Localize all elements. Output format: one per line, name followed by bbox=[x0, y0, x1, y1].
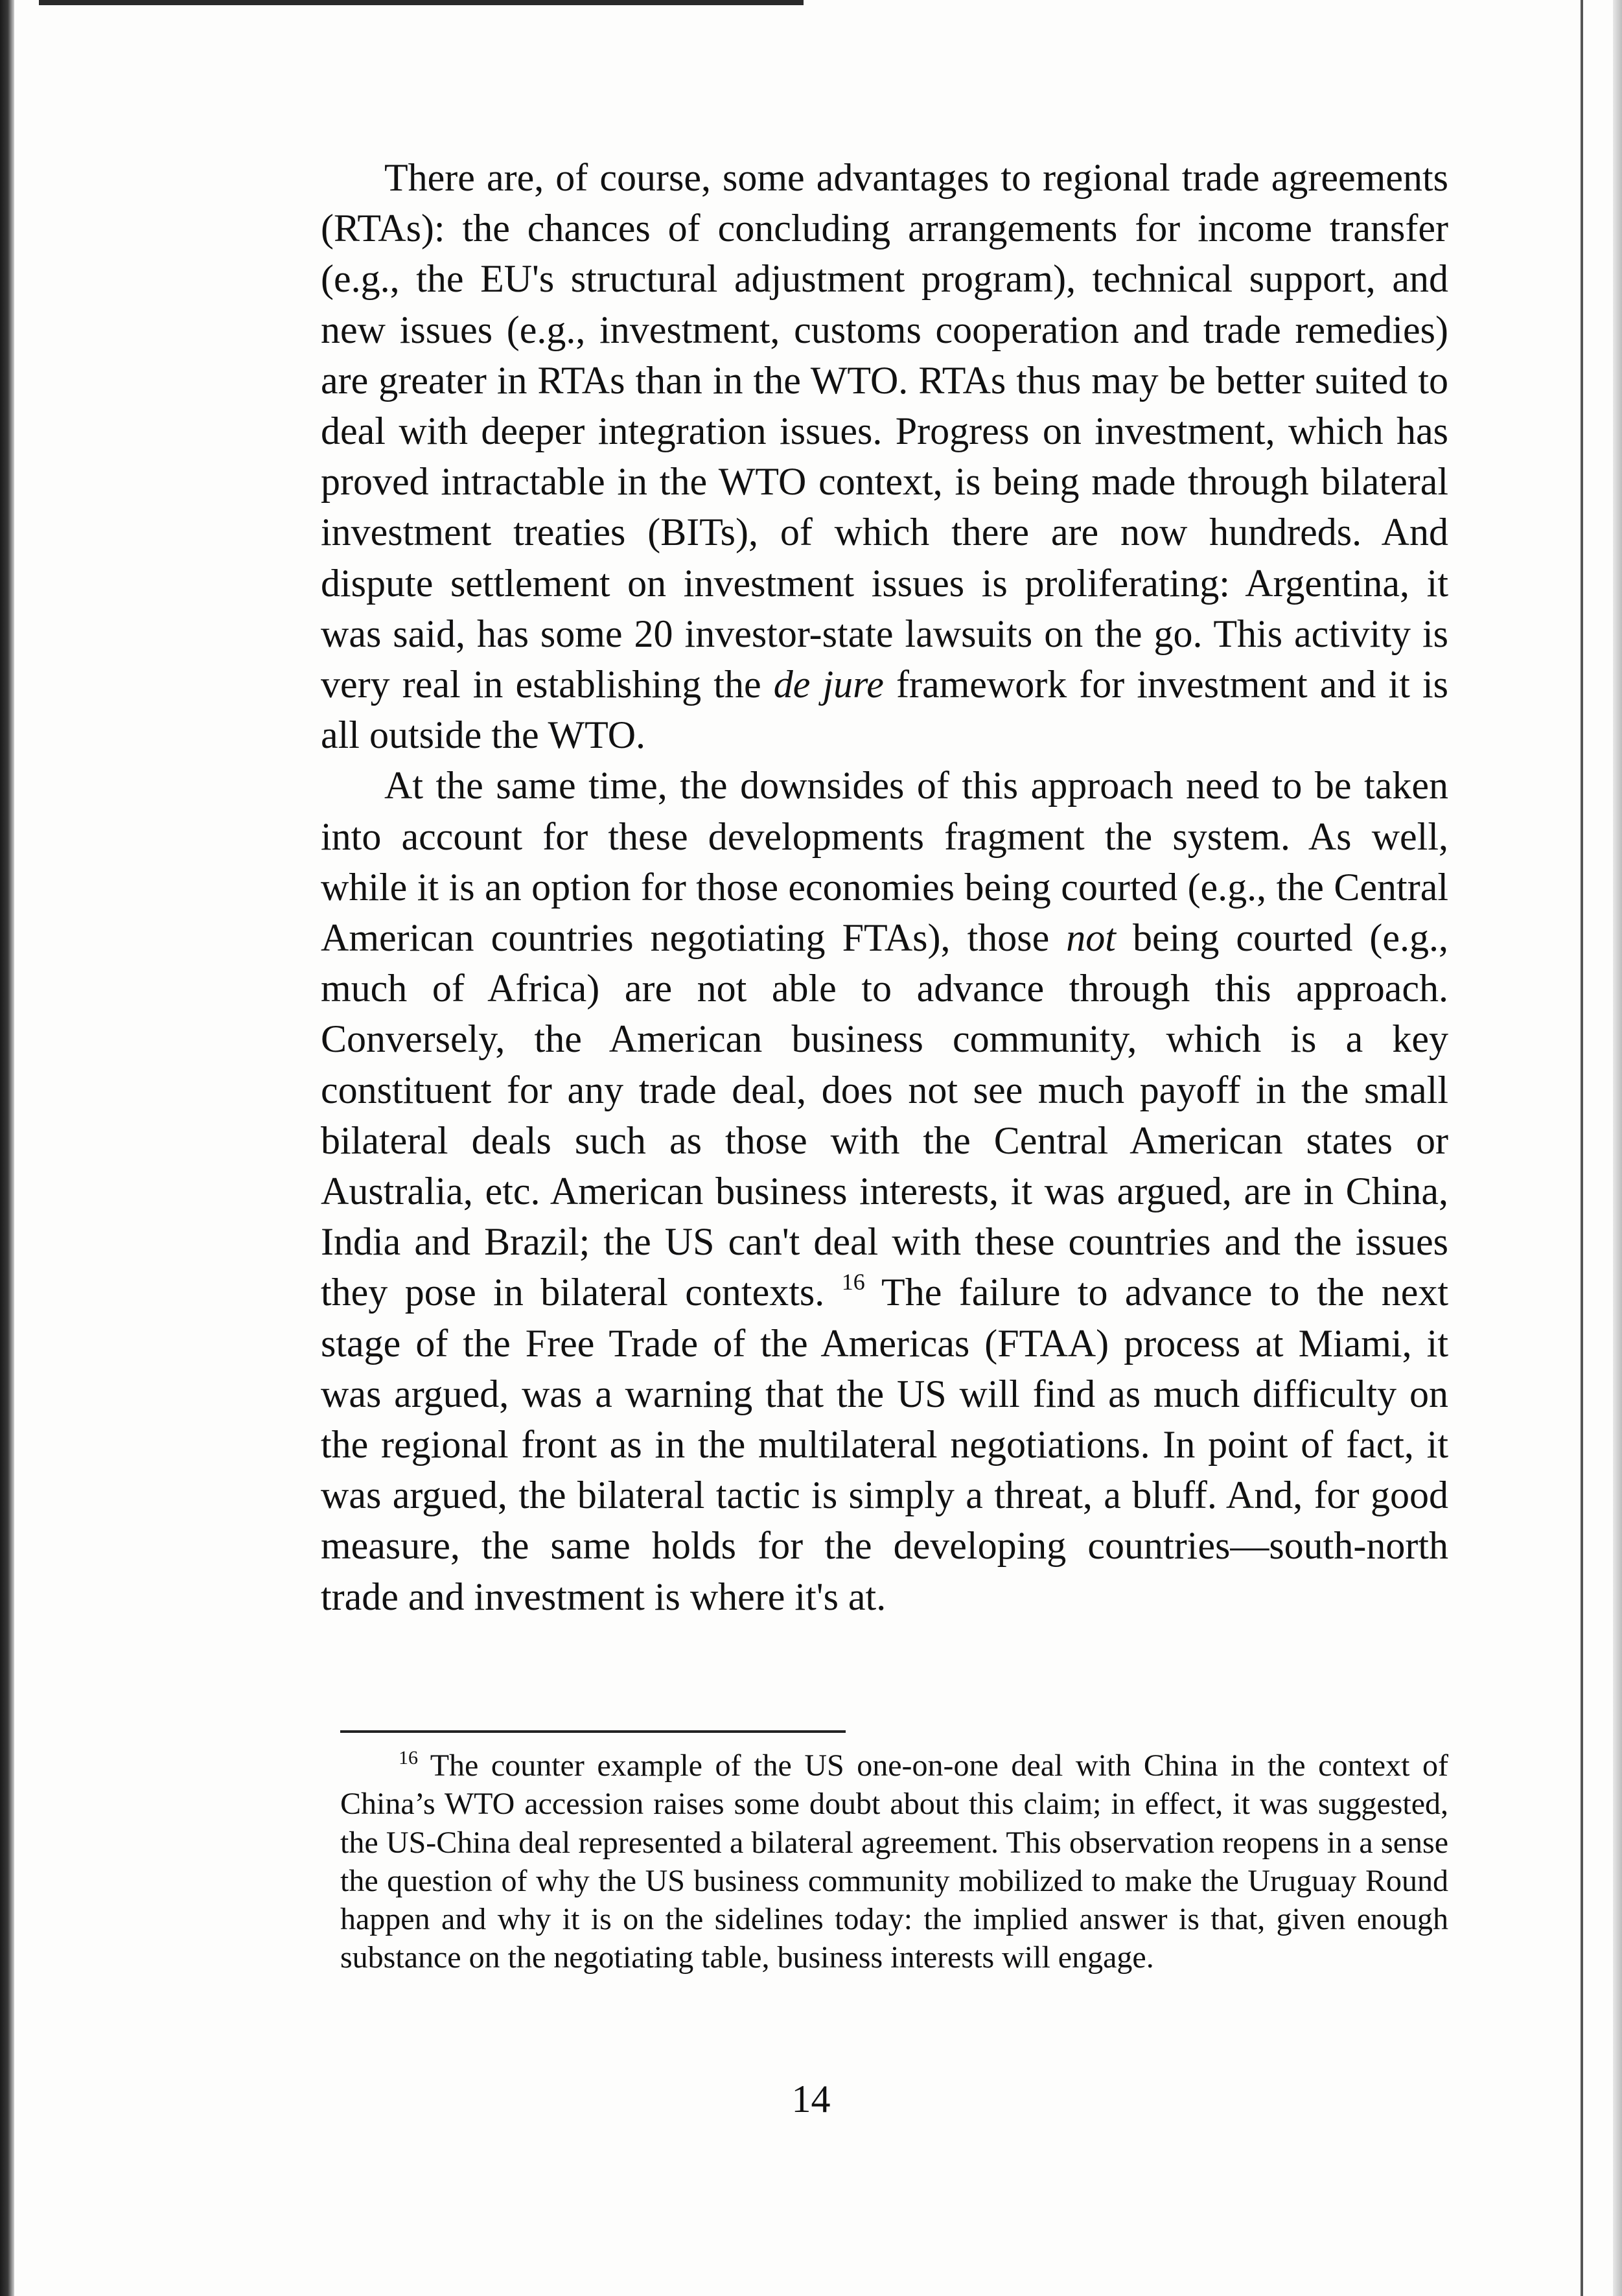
paragraph-1-end: framework for investment and it is all outside the WTO. bbox=[321, 663, 1448, 757]
paragraph-2 bbox=[321, 760, 1448, 1621]
paragraph-1-text: There are, of course, some advantages to regional trade agreements (RTAs): the chances of concluding arrangements for income transfer (e.g., the EU's structural adjustment program), technical support, and new issues (e.g., investment, customs cooperation and trade remedies) are greater in RTAs than in the WTO. RTAs thus may be better suited to deal with deeper integration issues. Progress on investment, which has proved intractable in the WTO context, is being made through bilateral investment treaties (BITs), of which there are now hundreds. And dispute settlement on investment issues is proliferating: Argentina, it was said, has some 20 investor-state lawsuits on the go. This activity is very real in establishing the bbox=[321, 156, 1448, 706]
paragraph-2-text-b: being courted (e.g., much of Africa) are not able to advance through this approach. Conversely, the American business community, which is a key constituent for any trade deal, does not see much payoff in the small bilateral deals such as those with the Central American states or Australia, etc. American business interests, it was argued, are in China, India and Brazil; the US can't deal with these countries and the issues they pose in bilateral contexts. bbox=[321, 916, 1448, 1314]
scan-edge-left bbox=[0, 0, 14, 2296]
footnote-divider bbox=[340, 1730, 846, 1733]
footnote bbox=[340, 1746, 1448, 1977]
paragraph-2-text-a: At the same time, the downsides of this approach need to be taken into account for these developments fragment the system. As well, while it is an option for those economies being courted (e.g., the Central American countries negotiating FTAs), those bbox=[321, 764, 1448, 960]
paragraph-1-italic: de jure bbox=[773, 663, 884, 706]
paragraph-2-text-c: The failure to advance to the next stage of the Free Trade of the Americas (FTAA) process at Miami, it was argued, was a warning that the US will find as much difficulty on the regional front as in the multilateral negotiations. In point of fact, it was argued, the bilateral tactic is simply a threat, a bluff. And, for good measure, the same holds for the developing countries—south-north trade and investment is where it's at. bbox=[321, 1271, 1449, 1618]
scan-edge-top bbox=[39, 0, 804, 5]
scan-edge-right bbox=[1613, 0, 1622, 2296]
footnote-reference: 16 bbox=[841, 1269, 865, 1295]
paragraph-1 bbox=[321, 152, 1448, 760]
page-number: 14 bbox=[791, 2078, 831, 2120]
body-text bbox=[321, 152, 1448, 1622]
footnote-mark: 16 bbox=[399, 1747, 418, 1768]
scan-edge-right-line bbox=[1581, 0, 1583, 2296]
paragraph-2-italic: not bbox=[1066, 916, 1116, 960]
footnote-text: The counter example of the US one-on-one deal with China in the context of China’s WTO accession raises some doubt about this claim; in effect, it was suggested, the US-China deal represented a bilateral agreement. This observation reopens in a sense the question of why the US business community mobilized to make the Uruguay Round happen and why it is on the sidelines today: the implied answer is that, given enough substance on the negotiating table, business interests will engage. bbox=[340, 1748, 1448, 1975]
